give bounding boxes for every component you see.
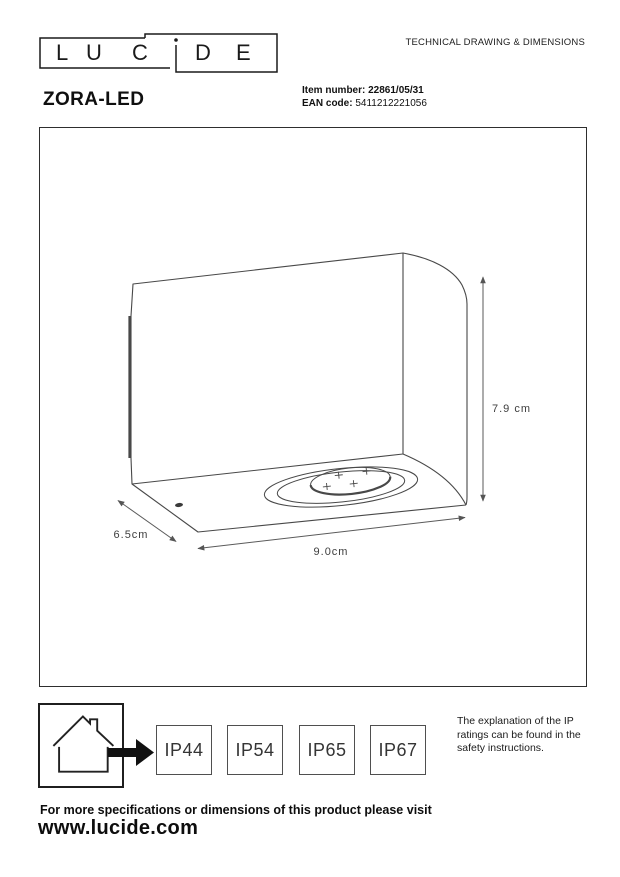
item-number-row (302, 84, 427, 97)
ean-row (302, 97, 427, 110)
arrow-right-icon (108, 735, 154, 769)
ip-rating-badge-ip67 (370, 725, 426, 775)
logo-letter: D (195, 40, 211, 65)
item-number-value: 22861/05/31 (368, 85, 424, 96)
ip-rating-label: IP54 (235, 739, 275, 760)
depth-dimension-label: 6.5cm (113, 529, 149, 541)
product-codes (302, 84, 427, 110)
ean-label: EAN code: (302, 98, 353, 109)
ip-ratings-note: The explanation of the IP ratings can be found in the safety instructions. (457, 715, 581, 754)
lucide-logo (39, 32, 279, 76)
ip-rating-label: IP67 (378, 739, 418, 760)
logo-letter: C (132, 40, 148, 65)
ip-rating-label: IP44 (164, 739, 204, 760)
lamp-lens (262, 461, 419, 514)
width-dimension-label: 9.0cm (313, 546, 349, 558)
lamp-body-outline (130, 253, 467, 532)
logo-letter: E (236, 40, 251, 65)
width-dimension-line (198, 518, 465, 549)
logo-letter: L (56, 40, 69, 65)
technical-drawing (40, 128, 586, 686)
ean-value: 5411212221056 (355, 98, 427, 109)
height-dimension-label: 7.9 cm (492, 403, 532, 415)
ip-rating-badge-ip65 (299, 725, 355, 775)
item-number-label: Item number: (302, 85, 366, 96)
ip-rating-badge-ip44 (156, 725, 212, 775)
logo-letter-i-dot (174, 38, 178, 42)
ip-rating-label: IP65 (307, 739, 347, 760)
ip-rating-badge-ip54 (227, 725, 283, 775)
technical-drawing-frame (39, 127, 587, 687)
website-link[interactable]: www.lucide.com (38, 817, 199, 839)
document-title: TECHNICAL DRAWING & DIMENSIONS (405, 37, 585, 48)
dimension-lines (118, 277, 483, 549)
footer-text: For more specifications or dimensions of this product please visit (40, 803, 432, 817)
screw-hole (175, 502, 183, 507)
logo-letter: U (86, 40, 102, 65)
product-name: ZORA-LED (43, 89, 145, 110)
